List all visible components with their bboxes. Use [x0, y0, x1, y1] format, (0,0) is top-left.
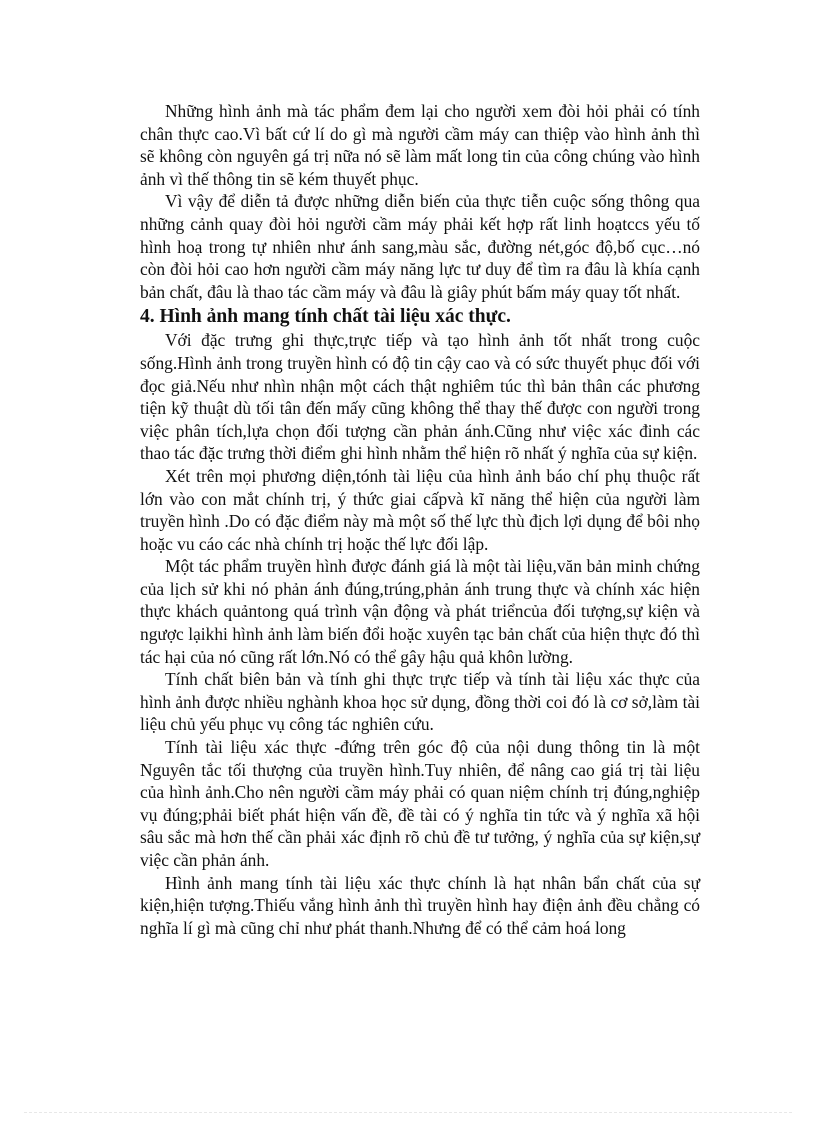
- paragraph-political-perspective: Xét trên mọi phương diện,tónh tài liệu của hình ảnh báo chí phụ thuộc rất lớn vào con mắt chính trị, ý thức giai cấpvà kĩ năng thể hiện của người làm truyền hình .Do có đặc điểm này mà một số thế lực thù địch lợi dụng để bôi nhọ hoặc vu cáo các nhà chính trị hoặc thế lực đối lập.: [140, 465, 700, 554]
- document-body: [140, 100, 700, 939]
- page-bottom-divider: [24, 1112, 792, 1113]
- paragraph-core-essence: Hình ảnh mang tính tài liệu xác thực chính là hạt nhân bẩn chất của sự kiện,hiện tượng.Thiếu vắng hình ảnh thì truyền hình hay điện ảnh đều chẳng có nghĩa lí gì mà cũng chỉ như phát thanh.Nhưng để có thể cảm hoá long: [140, 872, 700, 938]
- paragraph-camera-operator-skill: Vì vậy để diễn tả được những diễn biến của thực tiễn cuộc sống thông qua những cảnh quay đòi hỏi người cầm máy phải kết hợp rất linh hoạtccs yếu tố hình hoạ trong tự nhiên như ánh sang,màu sắc, đường nét,góc độ,bố cục…nó còn đòi hỏi cao hơn người cầm máy năng lực tư duy để tìm ra đâu là khía cạnh bản chất, đâu là thao tác cầm máy và đâu là giây phút bấm máy quay tốt nhất.: [140, 191, 700, 302]
- paragraph-historical-document: Một tác phẩm truyền hình được đánh giá là một tài liệu,văn bản minh chứng của lịch sử khi nó phản ánh đúng,trúng,phản ánh trung thực và chính xác hiện thực khách quảntong quá trình vận động và phát triểncủa đối tượng,sự kiện và ngược lạikhi hình ảnh làm biến đổi hoặc xuyên tạc bản chất của hiện thực đó thì tác hại của nó cũng rất lớn.Nó có thể gây hậu quả khôn lường.: [140, 556, 700, 667]
- paragraph-scientific-use: Tính chất biên bản và tính ghi thực trực tiếp và tính tài liệu xác thực của hình ảnh được nhiều nghành khoa học sử dụng, đồng thời coi đó là cơ sở,làm tài liệu chủ yếu phục vụ công tác nghiên cứu.: [140, 669, 700, 735]
- paragraph-direct-recording: Với đặc trưng ghi thực,trực tiếp và tạo hình ảnh tốt nhất trong cuộc sống.Hình ảnh trong truyền hình có độ tin cậy cao và có sức thuyết phục đối với đọc giả.Nếu như nhìn nhận một cách thật nghiêm túc thì bản thân các phương tiện kỹ thuật dù tối tân đến mấy cũng không thể thay thế được con người trong việc phân tích,lựa chọn đối tượng cần phản ánh.Cũng như việc xác đinh các thao tác đặc trưng thời điểm ghi hình nhằm thể hiện rõ nhất ý nghĩa của sự kiện.: [140, 330, 700, 464]
- paragraph-image-truthfulness: Những hình ảnh mà tác phẩm đem lại cho người xem đòi hỏi phải có tính chân thực cao.Vì bất cứ lí do gì mà người cầm máy can thiệp vào hình ảnh thì sẽ không còn nguyên gá trị nữa nó sẽ làm mất long tin của công chúng vào hình ảnh vì thế thông tin sẽ kém thuyết phục.: [140, 101, 700, 189]
- paragraph-supreme-principle: Tính tài liệu xác thực -đứng trên góc độ của nội dung thông tin là một Nguyên tắc tối thượng của truyền hình.Tuy nhiên, để nâng cao giá trị tài liệu của hình ảnh.Cho nên người cầm máy phải có quan niệm chính trị đúng,nghiệp vụ đúng;phải biết phát hiện vấn đề, đề tài có ý nghĩa tin tức và ý nghĩa xã hội sâu sắc mà hơn thế cần phải xác định rõ chủ đề tư tưởng, ý nghĩa của sự kiện,sự việc cần phản ánh.: [140, 737, 700, 870]
- section-heading: 4. Hình ảnh mang tính chất tài liệu xác thực.: [140, 306, 511, 328]
